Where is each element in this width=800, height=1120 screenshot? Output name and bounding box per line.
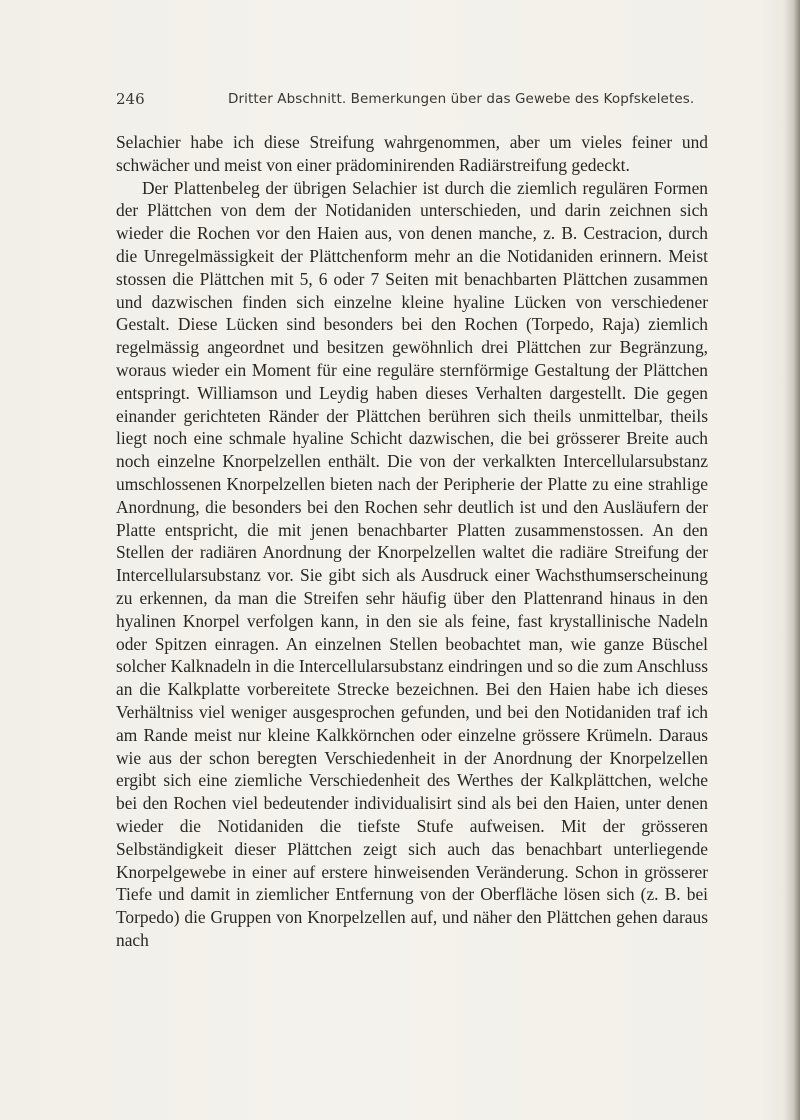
page-number: 246 bbox=[116, 90, 145, 108]
page-header bbox=[116, 90, 708, 120]
body-text bbox=[116, 131, 708, 952]
page-edge-shadow bbox=[784, 0, 800, 1120]
paragraph: Der Plattenbeleg der übrigen Selachier ist durch die ziemlich regulären Formen der Plättchen von dem der Notidaniden unterschieden, und darin zeichnen sich wieder die Rochen vor den Haien aus, von denen manche, z. B. Cestracion, durch die Unregelmässigkeit der Plättchenform mehr an die Notidaniden erinnern. Meist stossen die Plättchen mit 5, 6 oder 7 Seiten mit benachbarten Plättchen zusammen und dazwischen finden sich einzelne kleine hyaline Lücken von verschiedener Gestalt. Diese Lücken sind besonders bei den Rochen (Torpedo, Raja) ziemlich regelmässig angeordnet und besitzen gewöhnlich drei Plättchen zur Begränzung, woraus wieder ein Moment für eine reguläre sternförmige Gestaltung der Plättchen entspringt. Williamson und Leydig haben dieses Verhalten dargestellt. Die gegen einander gerichteten Ränder der Plättchen berühren sich theils unmittelbar, theils liegt noch eine schmale hyaline Schicht dazwischen, die bei grösserer Breite auch noch einzelne Knorpelzellen enthält. Die von der verkalkten Intercellularsubstanz umschlossenen Knorpelzellen bieten nach der Peripherie der Platte zu eine strahlige Anordnung, die besonders bei den Rochen sehr deutlich ist und den Ausläufern der Platte entspricht, die mit jenen benachbarter Platten zusammenstossen. An den Stellen der radiären Anordnung der Knorpelzellen waltet die radiäre Streifung der Intercellularsubstanz vor. Sie gibt sich als Ausdruck einer Wachsthumserscheinung zu erkennen, da man die Streifen sehr häufig über den Plattenrand hinaus in den hyalinen Knorpel verfolgen kann, in den sie als feine, fast krystallinische Nadeln oder Spitzen einragen. An einzelnen Stellen beobachtet man, wie ganze Büschel solcher Kalknadeln in die Intercellularsubstanz eindringen und so die zum Anschluss an die Kalkplatte vorbereitete Strecke bezeichnen. Bei den Haien habe ich dieses Verhältniss viel weniger ausgesprochen gefunden, und bei den Notidaniden traf ich am Rande meist nur kleine Kalkkörnchen oder einzelne grössere Krümeln. Daraus wie aus der schon beregten Verschiedenheit in der Anordnung der Knorpelzellen ergibt sich eine ziemliche Verschiedenheit des Werthes der Kalkplättchen, welche bei den Rochen viel bedeutender individualisirt sind als bei den Haien, unter denen wieder die Notidaniden die tiefste Stufe aufweisen. Mit der grösseren Selbständigkeit dieser Plättchen zeigt sich auch das benachbart unterliegende Knorpelgewebe in einer auf erstere hinweisenden Veränderung. Schon in grösserer Tiefe und damit in ziemlicher Entfernung von der Oberfläche lösen sich (z. B. bei Torpedo) die Gruppen von Knorpelzellen auf, und näher den Plättchen gehen daraus nach bbox=[116, 177, 708, 950]
paragraph: Selachier habe ich diese Streifung wahrgenommen, aber um vieles feiner und schwächer und meist von einer prädominirenden Radiärstreifung gedeckt. bbox=[116, 132, 708, 175]
running-title: Dritter Abschnitt. Bemerkungen über das Gewebe des Kopfskeletes. bbox=[228, 91, 695, 107]
